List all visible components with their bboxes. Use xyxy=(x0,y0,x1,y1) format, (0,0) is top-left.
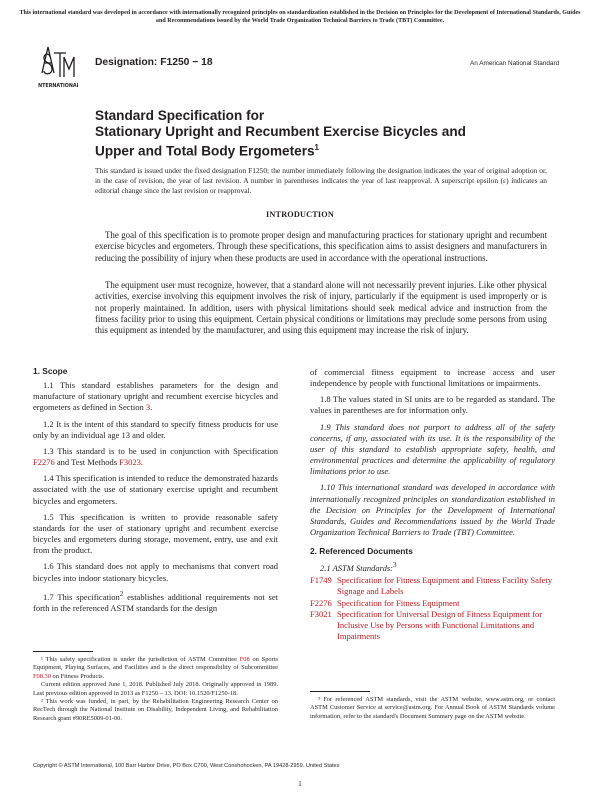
section-3-link[interactable]: 3 xyxy=(145,402,151,413)
reference-item[interactable] xyxy=(310,575,555,597)
title-line-2: Stationary Upright and Recumbent Exercise Bicycles and xyxy=(95,124,466,139)
reference-code[interactable]: F1749 xyxy=(310,575,332,586)
scope-1-5: 1.5 This specification is written to provide reasonable safety standards for the user of stationary upright and recumbent exercise bicycles and ergometers during storage, movement, entry, use and exit from the product. xyxy=(33,511,278,556)
referenced-documents-heading: 2. Referenced Documents xyxy=(310,546,413,557)
astm-standards-subheading: 2.1 ASTM Standards:$^3$ xyxy=(320,561,397,574)
reference-title[interactable]: Specification for Universal Design of Fitness Equipment for Inclusive Use by Persons with Functional Limitations and Impairments xyxy=(337,608,543,642)
f0830-link[interactable]: F08.30 xyxy=(33,672,51,680)
tbt-notice: This international standard was developed in accordance with internationally recognized principles on standardization established in the Decision on Principles for the Development of International Standards, Guides and Recommendations issued by the World Trade Organization Technical Barriers to Trade (TBT) Committee. xyxy=(19,10,581,25)
footnote-rule xyxy=(310,691,370,692)
copyright-footer: Copyright © ASTM International, 100 Barr Harbor Drive, PO Box C700, West Conshohocken, PA 19428-2959. United States xyxy=(33,763,340,769)
footnote-2: ² This work was funded, in part, by the Rehabilitation Engineering Research Center on RecTech through the National Institute on Disability, Independent Living, and Rehabilitation Research grant #90RE5009-01-00. xyxy=(33,698,278,722)
designation: Designation: F1250 − 18 xyxy=(95,57,213,68)
logo-subtext: INTERNATIONAL xyxy=(38,84,78,89)
reference-code[interactable]: F3021 xyxy=(310,608,332,619)
title-line-3: Upper and Total Body Ergometers xyxy=(95,143,315,159)
title-line-1: Standard Specification for xyxy=(95,108,265,123)
scope-1-7: 1.7 This specification$^2$ establishes additional requirements not set forth in the referenced ASTM standards for the design xyxy=(33,589,279,613)
issued-note: This standard is issued under the fixed designation F1250; the number immediately following the designation indicates the year of original adoption or, in the case of revision, the year of last revision. A number in parentheses indicates the year of last reapproval. A superscript epsilon (ε) indicates an editorial change since the last revision or reapproval. xyxy=(95,166,547,195)
scope-1-1: 1.1 This standard establishes parameters for the design and manufacture of stationary upright and recumbent exercise bicycles and ergometers as defined in Section 3. xyxy=(33,380,278,413)
footnote-3: ³ For referenced ASTM standards, visit the ASTM website, www.astm.org, or contact ASTM Customer Service at service@astm.org. For Annual Book of ASTM Standards volume information, refer to the standard's Document Summary page on the ASTM website. xyxy=(310,696,555,720)
footnote-1-edition: Current edition approved June 1, 2018. Published July 2018. Originally approved in 1989. Last previous edition approved in 2013 as F1250 – 13. DOI: 10.1520/F1250-18. xyxy=(33,681,278,697)
left-column xyxy=(33,366,278,619)
reference-title[interactable]: Specification for Fitness Equipment and Fitness Facility Safety Signage and Labels xyxy=(337,575,553,597)
introduction-paragraph-2: The equipment user must recognize, however, that a standard alone will not necessarily prevent injuries. Like other physical activities, exercise involving this equipment involves the risk of injury, particularly if the equipment is used improperly or is not properly maintained. In addition, users with physical limitations should seek medical advice and instruction from the fitness facility prior to using this equipment. Certain physical conditions or limitations may preclude some persons from using this equipment as intended by the manufacturer, and using this equipment may increase the risk of injury. xyxy=(95,280,547,336)
right-column xyxy=(310,367,555,642)
footnote-2-ref[interactable]: 2 xyxy=(119,589,124,598)
title-footnote-mark: 1 xyxy=(314,143,319,152)
footnote-rule xyxy=(33,651,93,652)
reference-item[interactable] xyxy=(310,609,555,642)
footnote-1: ¹ This safety specification is under the jurisdiction of ASTM Committee F08 on Sports Equipment, Playing Surfaces, and Facilities and is the direct responsibility of Subcommittee F08.30 on Fitness Products. xyxy=(33,656,279,680)
introduction-paragraph-1: The goal of this specification is to promote proper design and manufacturing practices for stationary upright and recumbent exercise bicycles and ergometers. Through these specifications, this specification aims to assist designers and manufacturers in reducing the possibility of injury when these products are used in accordance with the operational instructions. xyxy=(95,230,547,263)
f2276-link[interactable]: F2276 xyxy=(33,457,55,468)
scope-1-7-continued: of commercial fitness equipment to increase access and user independence by people with functional limitations or impairments. xyxy=(310,367,555,389)
reference-item[interactable] xyxy=(310,598,555,609)
reference-code[interactable]: F2276 xyxy=(310,597,332,608)
page-number: 1 xyxy=(298,779,302,788)
scope-1-3: 1.3 This standard is to be used in conjunction with Specification F2276 and Test Methods F3023. xyxy=(33,445,278,468)
reference-title[interactable]: Specification for Fitness Equipment xyxy=(337,597,460,608)
national-standard-label: An American National Standard xyxy=(470,60,560,67)
left-footnotes xyxy=(33,651,278,723)
scope-1-8: 1.8 The values stated in SI units are to be regarded as standard. The values in parentheses are for information only. xyxy=(310,394,555,416)
astm-logo xyxy=(38,43,78,89)
introduction-heading: INTRODUCTION xyxy=(266,210,334,219)
right-footnotes xyxy=(310,691,555,721)
footnote-3-ref[interactable]: 3 xyxy=(392,561,397,570)
f08-link[interactable]: F08 xyxy=(239,656,250,663)
scope-1-2: 1.2 It is the intent of this standard to specify fitness products for use only by an individual age 13 and older. xyxy=(33,418,278,440)
scope-heading: 1. Scope xyxy=(33,366,68,376)
scope-1-4: 1.4 This specification is intended to reduce the demonstrated hazards associated with the use of stationary exercise upright and recumbent bicycles and ergometers. xyxy=(33,473,278,506)
document-title xyxy=(95,108,555,160)
scope-1-9: 1.9 This standard does not purport to address all of the safety concerns, if any, associated with its use. It is the responsibility of the user of this standard to establish appropriate safety, health, and environmental practices and determine the applicability of regulatory limitations prior to use. xyxy=(310,421,555,477)
f3023-link[interactable]: F3023 xyxy=(119,457,141,468)
scope-1-6: 1.6 This standard does not apply to mechanisms that convert road bicycles into indoor stationary bicycles. xyxy=(33,561,278,583)
scope-1-10: 1.10 This international standard was developed in accordance with internationally recognized principles on standardization established in the Decision on Principles for the Development of International Standards, Guides and Recommendations issued by the World Trade Organization Technical Barriers to Trade (TBT) Committee. xyxy=(310,482,555,538)
